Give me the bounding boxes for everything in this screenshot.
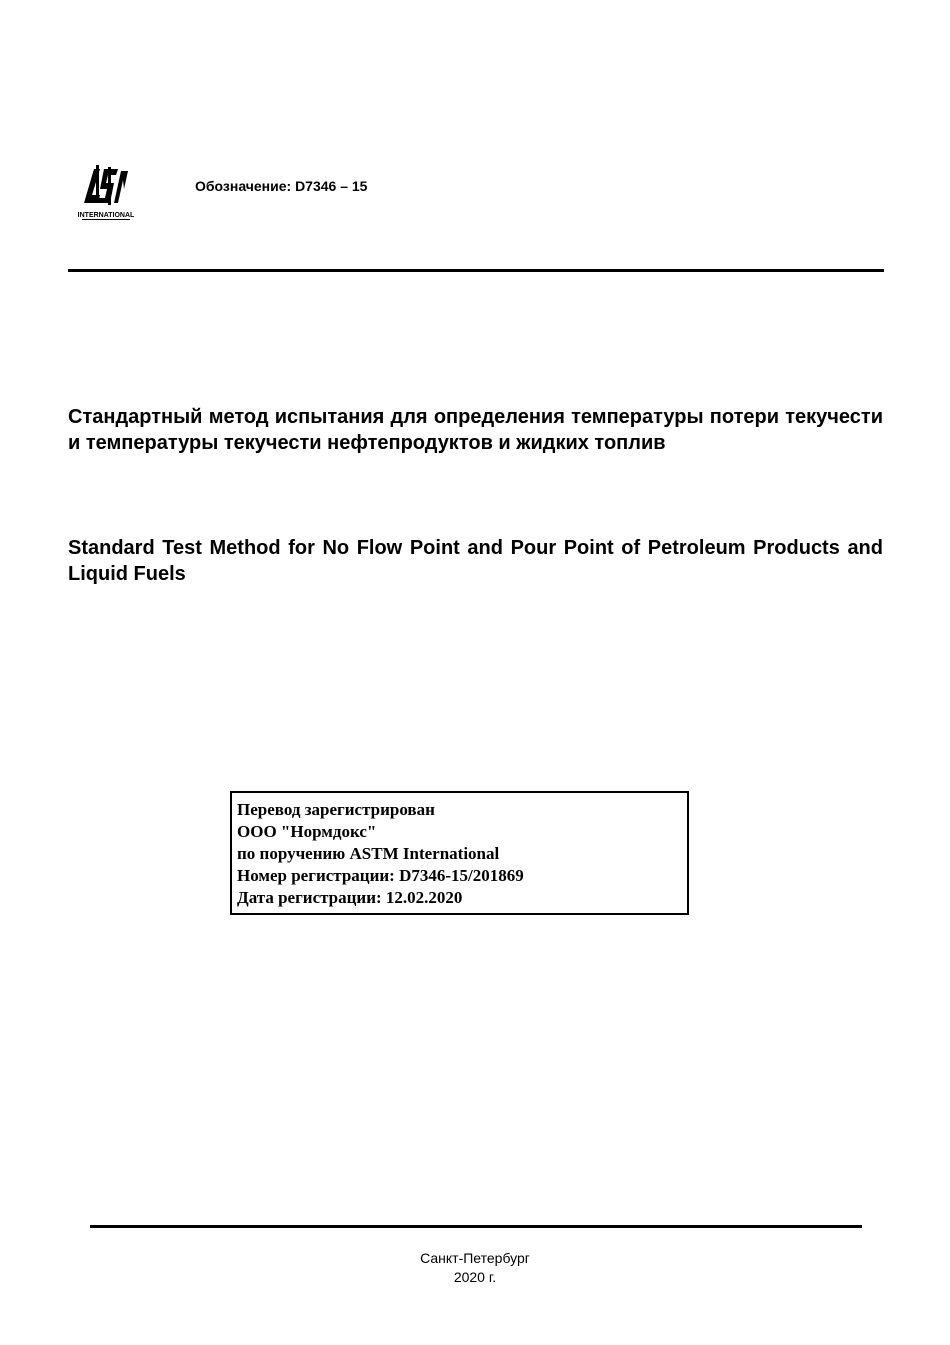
- title-russian: Стандартный метод испытания для определения температуры потери текучести и температуры текучести нефтепродуктов и жидких топлив: [68, 406, 883, 454]
- registration-line: ООО "Нормдокс": [237, 822, 377, 841]
- logo-subtext: INTERNATIONAL: [78, 212, 134, 219]
- title-english: Standard Test Method for No Flow Point and Pour Point of Petroleum Products and Liquid Fuels: [68, 537, 883, 585]
- document-designation: Обозначение: D7346 – 15: [195, 178, 368, 194]
- registration-box: [230, 791, 689, 915]
- registration-line: Перевод зарегистрирован: [237, 800, 435, 819]
- footer-city: Санкт-Петербург: [420, 1250, 530, 1266]
- header-divider: [68, 269, 884, 272]
- registration-line: Дата регистрации: 12.02.2020: [237, 888, 463, 907]
- footer-year: 2020 г.: [453, 1269, 497, 1285]
- astm-logo: [78, 163, 134, 223]
- registration-line: Номер регистрации: D7346-15/201869: [237, 866, 524, 885]
- registration-line: по поручению ASTM International: [237, 844, 500, 863]
- footer: [0, 1249, 950, 1287]
- footer-divider: [90, 1225, 862, 1228]
